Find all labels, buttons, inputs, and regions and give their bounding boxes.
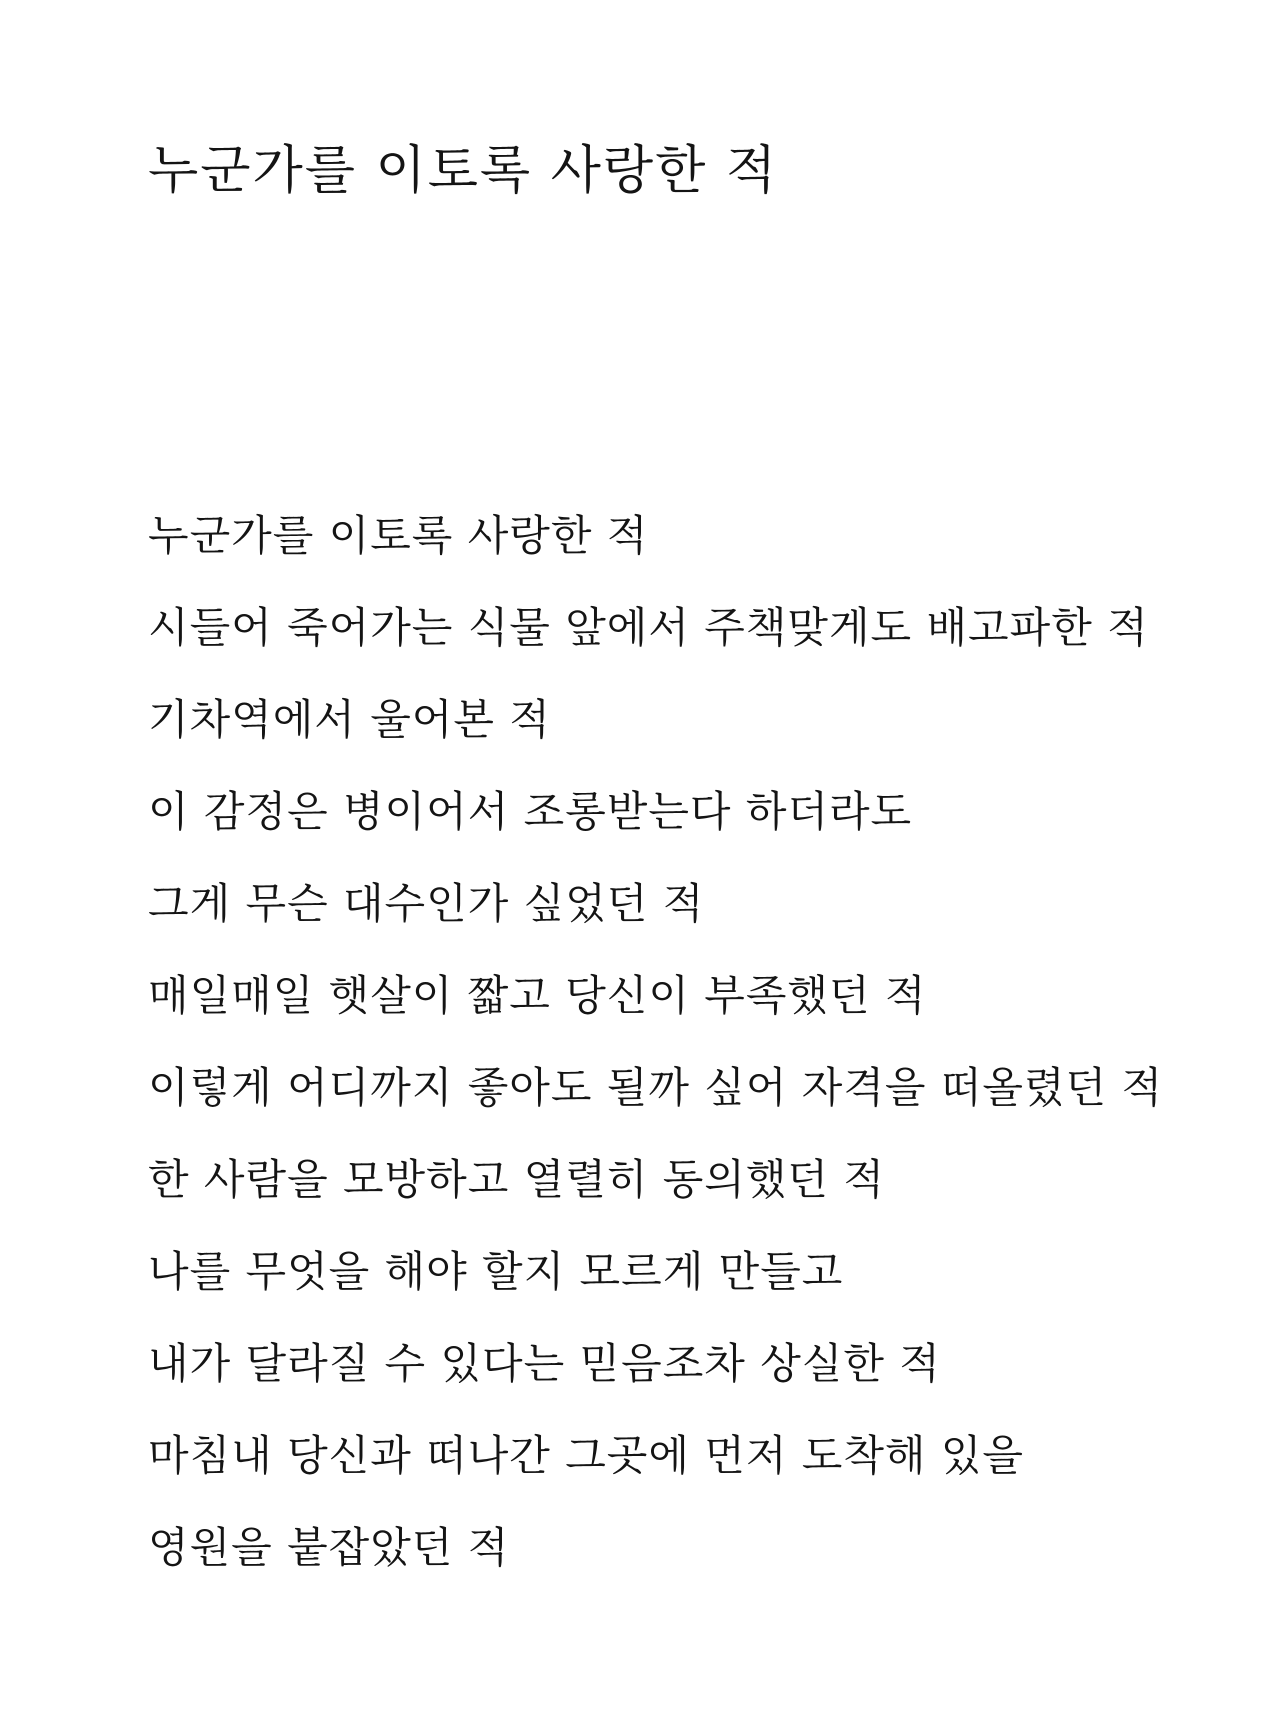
poem-line: 매일매일 햇살이 짧고 당신이 부족했던 적 bbox=[148, 971, 927, 1020]
poem-line: 마침내 당신과 떠나간 그곳에 먼저 도착해 있을 bbox=[148, 1431, 1024, 1480]
poem-line: 이렇게 어디까지 좋아도 될까 싶어 자격을 떠올렸던 적 bbox=[148, 1063, 1164, 1112]
poem-line: 시들어 죽어가는 식물 앞에서 주책맞게도 배고파한 적 bbox=[148, 603, 1149, 652]
poem-line: 그게 무슨 대수인가 싶었던 적 bbox=[148, 879, 705, 928]
poem-line: 누군가를 이토록 사랑한 적 bbox=[148, 511, 649, 560]
poem-line: 한 사람을 모방하고 열렬히 동의했던 적 bbox=[148, 1155, 885, 1204]
poem-line: 기차역에서 울어본 적 bbox=[148, 695, 551, 744]
poem-body bbox=[148, 490, 1228, 1594]
poem-line: 내가 달라질 수 있다는 믿음조차 상실한 적 bbox=[148, 1339, 941, 1388]
poem-line: 영원을 붙잡았던 적 bbox=[148, 1523, 510, 1572]
poem-line: 나를 무엇을 해야 할지 모르게 만들고 bbox=[148, 1247, 844, 1296]
poem-title: 누군가를 이토록 사랑한 적 bbox=[148, 141, 779, 201]
poem-line: 이 감정은 병이어서 조롱받는다 하더라도 bbox=[148, 787, 913, 836]
